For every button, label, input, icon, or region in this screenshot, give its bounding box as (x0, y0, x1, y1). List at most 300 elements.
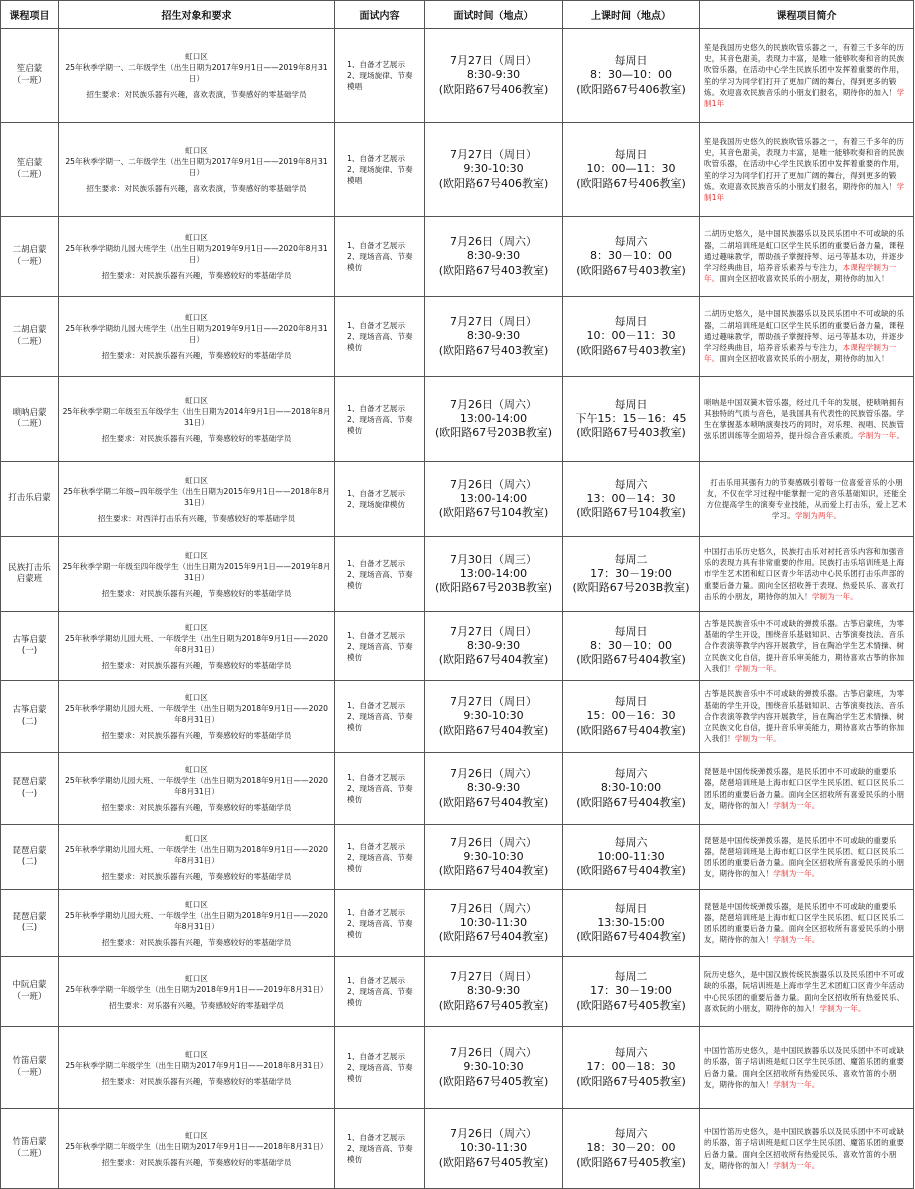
exam-content-cell (335, 890, 425, 957)
intro-duration-note: 学制为一年。 (773, 1160, 820, 1170)
intro-text: 琵琶是中国传统弹拨乐器，是民乐团中不可或缺的重要乐器，琵琶培训班是上海市虹口区学生民乐团、虹口区民乐二团乐团的重要后备力量。面向全区招收所有喜爱民乐的小朋友，期待你的加入！ (704, 835, 905, 879)
target-students: 25年秋季学期一年级至四年级学生（出生日期为2015年9月1日——2019年8月31日） (62, 561, 331, 582)
exam-item: 2、现场音高、节奏模仿 (347, 252, 413, 272)
interview-time-line: 7月26日（周六） (450, 767, 537, 781)
exam-content-cell (335, 297, 425, 377)
course-name-cell (1, 123, 59, 217)
class-time-line: (欧阳路67号403教室) (576, 426, 686, 440)
district-label: 虹口区 (185, 475, 208, 485)
intro-duration-note: 学制为一年。 (819, 1003, 866, 1013)
table-row (1, 1027, 914, 1109)
class-time-line: 10：00—11：30 (586, 162, 676, 176)
class-time-cell (563, 753, 700, 825)
class-time-cell (563, 297, 700, 377)
class-time-line: 每周日 (614, 624, 648, 638)
course-intro-cell (700, 537, 914, 612)
exam-item: 2、现场音高、节奏模仿 (347, 332, 413, 352)
exam-item: 1、自备才艺展示 (347, 773, 405, 782)
exam-item: 1、自备才艺展示 (347, 321, 405, 330)
table-row (1, 612, 914, 681)
intro-duration-note: 学制为一年。 (858, 431, 905, 441)
exam-item: 1、自备才艺展示 (347, 701, 405, 710)
intro-duration-note: 学制为两年。 (794, 511, 842, 521)
target-students: 25年秋季学期二年级学生（出生日期为2017年9月1日——2018年8月31日） (65, 1141, 328, 1151)
district-label: 虹口区 (185, 899, 208, 909)
class-time-line: 每周六 (614, 767, 648, 781)
class-time-line: 17：30－19:00 (590, 566, 672, 580)
course-intro-cell (700, 681, 914, 753)
exam-item: 1、自备才艺展示 (347, 1133, 405, 1142)
interview-time-line: 7月26日（周六） (450, 397, 537, 411)
class-time-line: 13:30-15:00 (597, 915, 665, 929)
target-cell (59, 123, 335, 217)
target-cell (59, 297, 335, 377)
interview-time-line: (欧阳路67号405教室) (438, 1155, 549, 1169)
interview-time-cell (425, 890, 563, 957)
class-time-line: (欧阳路67号404教室) (576, 930, 686, 944)
intro-duration-note: 学制为一年。 (734, 663, 782, 673)
target-cell (59, 1027, 335, 1109)
course-name-line: 中阮启蒙 (12, 980, 47, 991)
course-name-cell (1, 681, 59, 753)
class-time-cell (563, 217, 700, 297)
class-time-line: 10：00－11：30 (586, 329, 676, 343)
target-students: 25年秋季学期二年级~四年级学生（出生日期为2015年9月1日——2018年8月31日） (63, 486, 330, 507)
exam-content-cell (335, 612, 425, 681)
course-name-line: (二) (21, 716, 38, 727)
interview-time-line: 7月26日（周六） (450, 1046, 537, 1060)
course-name-line: 竹笛启蒙 (12, 1137, 47, 1148)
course-name-cell (1, 612, 59, 681)
interview-time-cell (425, 29, 563, 123)
enroll-requirement: 招生要求：对乐器有兴趣，节奏感较好的零基础学员 (109, 1000, 284, 1010)
exam-content-cell (335, 217, 425, 297)
intro-duration-note: 学制为一年。 (773, 1079, 820, 1089)
interview-time-line: 7月27日（周日） (450, 970, 537, 984)
enroll-requirement: 招生要求：对民族乐器有兴趣，喜欢表演，节奏感好的零基础学员 (86, 184, 307, 193)
interview-time-line: 8:30-9:30 (466, 781, 521, 795)
interview-time-line: 7月27日（周日） (450, 695, 537, 709)
table-row (1, 753, 914, 825)
district-label: 虹口区 (185, 550, 208, 560)
class-time-line: 每周二 (614, 970, 648, 984)
class-time-line: 每周六 (614, 1046, 648, 1060)
course-name-line: （二班） (12, 336, 47, 347)
district-label: 虹口区 (185, 973, 208, 983)
header-class-time: 上课时间（地点） (563, 1, 700, 29)
class-time-line: 8：30－10：00 (590, 638, 672, 652)
interview-time-line: (欧阳路67号404教室) (438, 864, 549, 878)
course-name-line: 笙启蒙 (16, 64, 43, 75)
exam-item: 2、现场音高、节奏模仿 (347, 987, 413, 1007)
class-time-line: 每周日 (614, 695, 648, 709)
course-name-line: 打击乐启蒙 (8, 493, 51, 504)
intro-text: 唢呐是中国双簧木管乐器，经过几千年的发展，使唢呐拥有其独特的气质与音色，是我国具有代表性的民族管乐器。学生在掌握基本唢呐演奏技巧的同时，对乐理、视唱、民族管弦乐团训练等全面培养，提升综合音乐素质。 (704, 397, 905, 441)
target-students: 25年秋季学期一年级学生（出生日期为2018年9月1日——2019年8月31日） (65, 984, 328, 994)
class-time-line: 每周六 (614, 477, 648, 491)
exam-item: 1、自备才艺展示 (347, 489, 405, 498)
exam-item: 1、自备才艺展示 (347, 907, 405, 917)
enroll-requirement: 招生要求：对民族乐器有兴趣，节奏感较好的零基础学员 (101, 1157, 292, 1167)
interview-time-cell (425, 217, 563, 297)
course-name-cell (1, 957, 59, 1027)
target-cell (59, 29, 335, 123)
interview-time-line: (欧阳路67号405教室) (438, 1074, 549, 1088)
class-time-line: 8：30－10：00 (590, 249, 672, 263)
interview-time-line: (欧阳路67号404教室) (438, 795, 549, 809)
class-time-line: 每周日 (614, 54, 648, 68)
interview-time-line: 10:30-11:30 (459, 915, 528, 929)
intro-text: 中国打击乐历史悠久，民族打击乐对衬托音乐内容和加强音乐的表现力具有非常重要的作用。民族打击乐培训班是上海市学生艺术团和虹口区青少年活动中心民乐团打击乐声部的重要后备力量。面向全区招收善于表现、热爱民乐、喜欢打击乐的小朋友，期待你的加入！ (704, 546, 905, 601)
interview-time-line: 7月26日（周六） (450, 835, 537, 849)
enroll-requirement: 招生要求：对民族乐器有兴趣，节奏感较好的零基础学员 (101, 271, 292, 280)
table-row (1, 462, 914, 537)
course-name-line: 琵琶启蒙 (12, 845, 47, 856)
course-name-line: 琵琶启蒙 (12, 777, 47, 788)
table-row (1, 217, 914, 297)
enroll-requirement: 招生要求：对民族乐器有兴趣，节奏感较好的零基础学员 (101, 731, 292, 740)
target-students: 25年秋季学期一、二年级学生（出生日期为2017年9月1日——2019年8月31日） (65, 63, 328, 83)
target-cell (59, 537, 335, 612)
course-name-line: （二班） (12, 419, 47, 429)
interview-time-line: (欧阳路67号403教室) (438, 263, 549, 277)
class-time-line: 17：30－19:00 (590, 984, 672, 998)
class-time-cell (563, 123, 700, 217)
course-intro-cell (700, 825, 914, 890)
intro-duration-note: 学制为一年。 (773, 869, 820, 879)
exam-content-cell (335, 377, 425, 462)
course-name-line: 唢呐启蒙 (12, 407, 47, 418)
table-row (1, 1109, 914, 1189)
class-time-line: (欧阳路67号404教室) (576, 723, 686, 737)
course-intro-cell (700, 1027, 914, 1109)
course-name-line: （一班） (12, 75, 47, 86)
district-label: 虹口区 (185, 693, 208, 702)
class-time-cell (563, 29, 700, 123)
exam-item: 1、自备才艺展示 (347, 630, 405, 640)
exam-item: 1、自备才艺展示 (347, 841, 405, 851)
interview-time-line: 8:30-9:30 (466, 638, 521, 652)
header-course: 课程项目 (1, 1, 59, 29)
district-label: 虹口区 (185, 52, 208, 61)
course-name-line: （二班） (12, 1148, 47, 1159)
class-time-cell (563, 612, 700, 681)
class-time-line: 每周六 (614, 835, 648, 849)
course-name-line: 民族打击乐 (8, 562, 51, 573)
interview-time-cell (425, 1027, 563, 1109)
district-label: 虹口区 (185, 1130, 208, 1140)
class-time-line: 每周日 (614, 315, 648, 329)
class-time-line: 15：00－16：30 (586, 709, 676, 723)
course-name-line: (一) (21, 788, 38, 799)
interview-time-line: (欧阳路67号403教室) (438, 343, 549, 357)
target-cell (59, 462, 335, 537)
intro-duration-note: 学制为一年。 (773, 800, 820, 810)
interview-time-line: 7月27日（周日） (450, 315, 537, 329)
header-exam: 面试内容 (335, 1, 425, 29)
course-intro-cell (700, 297, 914, 377)
interview-time-line: (欧阳路67号203B教室) (434, 581, 553, 595)
intro-text: 二胡历史悠久，是中国民族器乐以及民乐团中不可或缺的乐器，二胡培训班是虹口区学生民乐团的重要后备力量，课程通过趣味教学，帮助孩子掌握持琴、运弓等基本功，并逐步学习经典曲目，培养音乐素养与专注力， (704, 229, 905, 273)
table-row (1, 123, 914, 217)
exam-item: 2、现场旋律模仿 (347, 500, 405, 509)
interview-time-cell (425, 681, 563, 753)
header-target: 招生对象和要求 (59, 1, 335, 29)
class-time-line: (欧阳路67号104教室) (576, 506, 686, 520)
course-name-cell (1, 537, 59, 612)
course-name-cell (1, 890, 59, 957)
class-time-line: (欧阳路67号405教室) (576, 1155, 686, 1169)
intro-duration-note: 学制为一年。 (734, 734, 782, 744)
interview-time-line: 9:30-10:30 (463, 1060, 524, 1074)
enroll-requirement: 招生要求：对民族乐器有兴趣，节奏感较好的零基础学员 (101, 588, 292, 598)
course-intro-cell (700, 217, 914, 297)
enroll-requirement: 招生要求：对西洋打击乐有兴趣，节奏感较好的零基础学员 (97, 513, 296, 523)
exam-item: 2、现场旋律、节奏模唱 (347, 165, 413, 185)
interview-time-line: 13:00-14:00 (459, 566, 528, 580)
district-label: 虹口区 (185, 313, 208, 322)
intro-text: 琵琶是中国传统弹拨乐器，是民乐团中不可或缺的重要乐器，琵琶培训班是上海市虹口区学生民乐团、虹口区民乐二团乐团的重要后备力量。面向全区招收所有喜爱民乐的小朋友，期待你的加入！ (704, 901, 905, 945)
class-time-line: (欧阳路67号406教室) (576, 82, 686, 96)
intro-duration-note: 本课程学制为一年。 (704, 343, 897, 364)
interview-time-line: 7月30日（周三） (450, 552, 537, 566)
interview-time-cell (425, 462, 563, 537)
interview-time-cell (425, 612, 563, 681)
interview-time-line: 7月26日（周六） (450, 901, 537, 915)
course-intro-cell (700, 890, 914, 957)
course-name-line: 古筝启蒙 (12, 705, 47, 716)
exam-item: 2、现场音高、节奏模仿 (347, 852, 413, 873)
intro-text: 古筝是民族音乐中不可或缺的弹拨乐器。古筝启蒙班，为零基础的学生开设，围绕音乐基础知识、古筝演奏技法、音乐合作表演等教学内容开展教学，旨在陶冶学生艺术情操、树立民族文化自信，提升音乐审美能力，期待喜欢古筝的你加入我们！ (704, 618, 905, 673)
enroll-requirement: 招生要求：对民族乐器有兴趣，喜欢表演，节奏感好的零基础学员 (86, 90, 307, 99)
enroll-requirement: 招生要求：对民族乐器有兴趣，节奏感较好的零基础学员 (101, 871, 292, 881)
course-name-line: （一班） (12, 256, 47, 267)
course-name-line: 古筝启蒙 (12, 634, 47, 645)
course-name-cell (1, 1109, 59, 1189)
exam-content-cell (335, 753, 425, 825)
interview-time-cell (425, 753, 563, 825)
course-name-line: （一班） (12, 991, 47, 1002)
exam-content-cell (335, 1027, 425, 1109)
course-name-line: 琵琶启蒙 (12, 911, 47, 922)
course-name-cell (1, 377, 59, 462)
exam-item: 2、现场音高、节奏模仿 (347, 918, 413, 939)
interview-time-line: 8:30-9:30 (466, 68, 521, 82)
enroll-requirement: 招生要求：对民族乐器有兴趣，节奏感较好的零基础学员 (101, 937, 292, 947)
target-students: 25年秋季学期幼儿园大班、一年级学生（出生日期为2018年9月1日——2020年8月31日） (64, 633, 328, 654)
exam-item: 2、现场音高、节奏模仿 (347, 1063, 413, 1083)
exam-content-cell (335, 825, 425, 890)
class-time-line: 每周日 (614, 148, 648, 162)
interview-time-line: 7月27日（周日） (450, 148, 537, 162)
class-time-cell (563, 825, 700, 890)
exam-item: 2、现场音高、节奏模仿 (347, 641, 413, 662)
class-time-line: (欧阳路67号405教室) (576, 998, 686, 1012)
exam-item: 1、自备才艺展示 (347, 976, 405, 985)
course-intro-cell (700, 957, 914, 1027)
enroll-requirement: 招生要求：对民族乐器有兴趣，节奏感较好的零基础学员 (101, 1076, 292, 1086)
interview-time-cell (425, 825, 563, 890)
class-time-line: (欧阳路67号404教室) (576, 864, 686, 878)
course-name-line: 启蒙班 (16, 574, 43, 584)
class-time-cell (563, 377, 700, 462)
exam-item: 2、现场音高、节奏模仿 (347, 1144, 413, 1164)
district-label: 虹口区 (185, 233, 208, 242)
interview-time-line: (欧阳路67号404教室) (438, 723, 549, 737)
interview-time-line: 13:00-14:00 (459, 411, 528, 425)
target-cell (59, 681, 335, 753)
class-time-cell (563, 957, 700, 1027)
class-time-cell (563, 890, 700, 957)
exam-content-cell (335, 537, 425, 612)
table-row (1, 537, 914, 612)
interview-time-cell (425, 377, 563, 462)
target-cell (59, 377, 335, 462)
course-name-line: 竹笛启蒙 (12, 1056, 47, 1067)
course-intro-cell (700, 123, 914, 217)
district-label: 虹口区 (185, 622, 208, 632)
intro-duration-note: 学制1年 (704, 181, 905, 202)
target-students: 25年秋季学期幼儿园大班、一年级学生（出生日期为2018年9月1日——2020年8月31日） (64, 844, 328, 865)
exam-item: 2、现场音高、节奏模仿 (347, 784, 413, 804)
header-intro: 课程项目简介 (700, 1, 914, 29)
table-row (1, 890, 914, 957)
target-students: 25年秋季学期二年级至五年级学生（出生日期为2014年9月1日——2018年8月31日） (62, 406, 331, 427)
interview-time-line: 8:30-9:30 (466, 249, 521, 263)
interview-time-cell (425, 123, 563, 217)
table-row (1, 681, 914, 753)
table-row (1, 377, 914, 462)
target-cell (59, 957, 335, 1027)
interview-time-line: 10:30-11:30 (459, 1141, 528, 1155)
intro-text: 打击乐用其强有力的节奏感吸引着每一位喜爱音乐的小朋友，不仅在学习过程中能掌握一定的音乐基础知识，还能全方位提高学生的演奏专业技能，从而爱上打击乐，爱上艺术学习。 (706, 477, 907, 521)
intro-text: 中国竹笛历史悠久，是中国民族器乐以及民乐团中不可或缺的乐器，笛子培训班是虹口区学生民乐团、魔笛乐团的重要后备力量。面向全区招收所有热爱民乐、喜欢竹笛的小朋友，期待你的加入！ (704, 1046, 905, 1089)
class-time-line: 8:30-10:00 (600, 781, 662, 795)
target-cell (59, 217, 335, 297)
header-interview-time: 面试时间（地点） (425, 1, 563, 29)
target-cell (59, 753, 335, 825)
interview-time-line: (欧阳路67号405教室) (438, 998, 549, 1012)
interview-time-line: 7月27日（周日） (450, 54, 537, 68)
interview-time-cell (425, 297, 563, 377)
class-time-line: 每周日 (614, 397, 648, 411)
exam-content-cell (335, 462, 425, 537)
course-intro-cell (700, 29, 914, 123)
interview-time-line: 9:30-10:30 (463, 709, 524, 723)
class-time-cell (563, 681, 700, 753)
class-time-line: 18：30－20：00 (586, 1141, 676, 1155)
class-time-line: (欧阳路67号404教室) (576, 653, 686, 667)
exam-item: 1、自备才艺展示 (347, 403, 405, 413)
district-label: 虹口区 (185, 1049, 208, 1059)
class-time-line: 每周六 (614, 1127, 648, 1141)
course-name-line: 二胡启蒙 (12, 325, 47, 336)
intro-text: 古筝是民族音乐中不可或缺的弹拨乐器。古筝启蒙班，为零基础的学生开设，围绕音乐基础知识、古筝演奏技法、音乐合作表演等教学内容开展教学，旨在陶冶学生艺术情操、树立民族文化自信，提升音乐审美能力，期待喜欢古筝的你加入我们！ (704, 689, 905, 744)
interview-time-cell (425, 537, 563, 612)
class-time-line: 下午15：15－16：45 (575, 411, 687, 425)
interview-time-line: 7月26日（周六） (450, 1127, 537, 1141)
header-row (1, 1, 914, 29)
exam-content-cell (335, 957, 425, 1027)
exam-item: 2、现场旋律、节奏模唱 (347, 71, 413, 91)
district-label: 虹口区 (185, 765, 208, 774)
exam-item: 1、自备才艺展示 (347, 1052, 405, 1061)
course-name-line: （二班） (12, 169, 47, 180)
interview-time-line: (欧阳路67号404教室) (438, 930, 549, 944)
class-time-line: (欧阳路67号403教室) (576, 263, 686, 277)
course-intro-cell (700, 377, 914, 462)
interview-time-line: (欧阳路67号406教室) (438, 176, 549, 190)
target-students: 25年秋季学期幼儿园大班、一年级学生（出生日期为2018年9月1日——2020年8月31日） (64, 704, 328, 724)
interview-time-line: 7月26日（周六） (450, 477, 537, 491)
intro-text: 二胡历史悠久，是中国民族器乐以及民乐团中不可或缺的乐器，二胡培训班是虹口区学生民乐团的重要后备力量，课程通过趣味教学，帮助孩子掌握持琴、运弓等基本功，并逐步学习经典曲目，培养音乐素养与专注力， (704, 309, 905, 353)
district-label: 虹口区 (185, 146, 208, 155)
intro-text: 中国竹笛历史悠久，是中国民族器乐以及民乐团中不可或缺的乐器，笛子培训班是虹口区学生民乐团、魔笛乐团的重要后备力量。面向全区招收所有热爱民乐、喜欢竹笛的小朋友，期待你的加入！ (704, 1127, 905, 1170)
course-name-cell (1, 217, 59, 297)
exam-content-cell (335, 681, 425, 753)
exam-item: 1、自备才艺展示 (347, 60, 405, 69)
interview-time-line: (欧阳路67号404教室) (438, 653, 549, 667)
class-time-line: (欧阳路67号404教室) (576, 795, 686, 809)
table-row (1, 29, 914, 123)
interview-time-line: 8:30-9:30 (466, 984, 521, 998)
class-time-line: 每周六 (614, 235, 648, 249)
interview-time-line: 7月26日（周六） (450, 235, 537, 249)
interview-time-line: 9:30-10:30 (463, 849, 524, 863)
target-students: 25年秋季学期一、二年级学生（出生日期为2017年9月1日——2019年8月31日） (65, 157, 328, 177)
interview-time-line: 8:30-9:30 (466, 329, 521, 343)
target-students: 25年秋季学期幼儿园大班学生（出生日期为2019年9月1日——2020年8月31日） (65, 324, 328, 344)
class-time-line: 10:00-11:30 (597, 849, 665, 863)
course-intro-cell (700, 462, 914, 537)
interview-time-line: 9:30-10:30 (463, 162, 524, 176)
exam-content-cell (335, 123, 425, 217)
course-name-cell (1, 462, 59, 537)
course-name-line: (一) (21, 646, 38, 656)
target-students: 25年秋季学期二年级学生（出生日期为2017年9月1日——2018年8月31日） (65, 1060, 328, 1070)
intro-text-after: 面向全区招收喜欢民乐的小朋友，期待你的加入！ (719, 354, 889, 364)
district-label: 虹口区 (185, 395, 208, 405)
exam-item: 1、自备才艺展示 (347, 558, 405, 568)
intro-text: 笙是我国历史悠久的民族吹管乐器之一，有着三千多年的历史，其音色甜美，表现力丰富，是唯一能够吹奏和音的民族吹管乐器，在活动中心学生民族乐团中发挥着重要的作用，笙的学习为同学们打开了更加广阔的舞台，得到更多的锻炼。欢迎喜欢民族音乐的小朋友们报名，期待你的加入！ (704, 136, 905, 191)
course-name-line: （一班） (12, 1067, 47, 1078)
table-body (1, 29, 914, 1189)
course-name-line: 笙启蒙 (16, 158, 43, 169)
intro-duration-note: 学制为一年。 (811, 591, 859, 601)
intro-text-after: 面向全区招收喜欢民乐的小朋友，期待你的加入！ (719, 274, 889, 284)
class-time-line: 17：00－18：30 (586, 1060, 676, 1074)
target-students: 25年秋季学期幼儿园大班、一年级学生（出生日期为2018年9月1日——2020年8月31日） (64, 910, 328, 931)
course-name-cell (1, 1027, 59, 1109)
course-name-cell (1, 29, 59, 123)
target-cell (59, 890, 335, 957)
district-label: 虹口区 (185, 833, 208, 843)
table-row (1, 825, 914, 890)
interview-time-line: 7月27日（周日） (450, 624, 537, 638)
course-name-line: (二) (21, 857, 38, 867)
class-time-line: (欧阳路67号405教室) (576, 1074, 686, 1088)
course-name-cell (1, 825, 59, 890)
target-cell (59, 612, 335, 681)
class-time-line: 每周二 (614, 552, 648, 566)
table-row (1, 297, 914, 377)
class-time-line: (欧阳路67号203B教室) (572, 581, 690, 595)
intro-text: 笙是我国历史悠久的民族吹管乐器之一，有着三千多年的历史，其音色甜美，表现力丰富，是唯一能够吹奏和音的民族吹管乐器，在活动中心学生民族乐团中发挥着重要的作用，笙的学习为同学们打开了更加广阔的舞台，得到更多的锻炼。欢迎喜欢民族音乐的小朋友们报名，期待你的加入！ (704, 42, 905, 97)
interview-time-cell (425, 957, 563, 1027)
enroll-requirement: 招生要求：对民族乐器有兴趣，节奏感较好的零基础学员 (101, 433, 292, 443)
course-intro-cell (700, 753, 914, 825)
course-name-cell (1, 297, 59, 377)
